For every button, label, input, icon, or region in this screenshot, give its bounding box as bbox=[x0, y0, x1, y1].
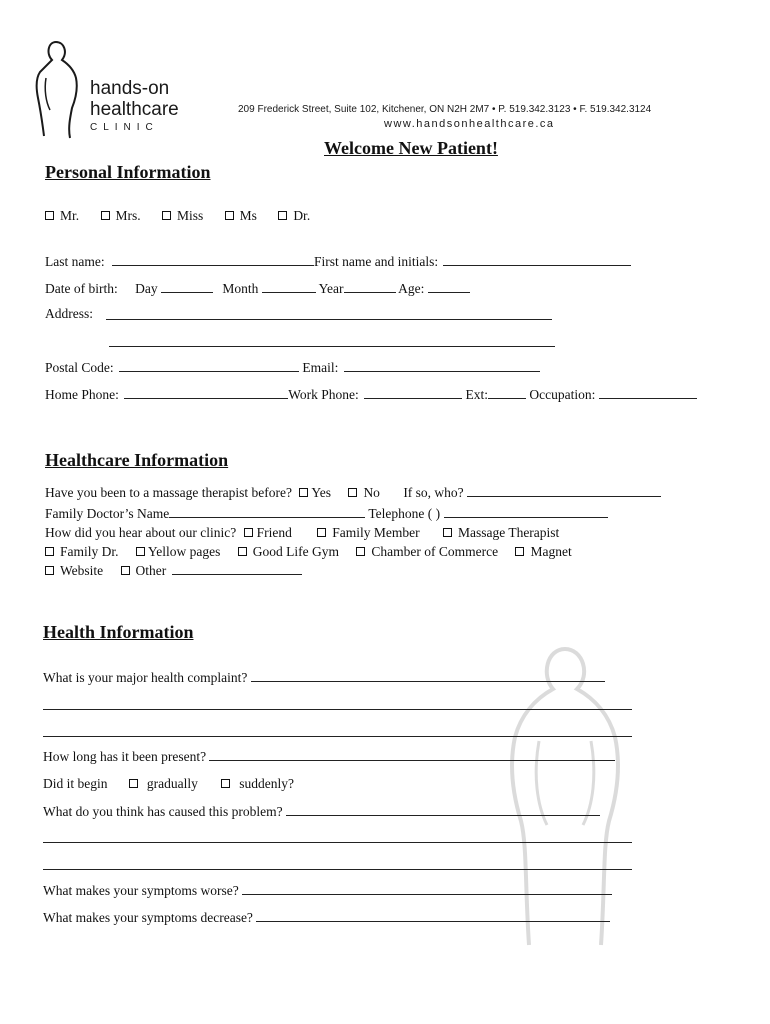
worse-row bbox=[43, 882, 612, 899]
option-gradually[interactable]: gradually bbox=[129, 776, 198, 791]
complaint-field[interactable] bbox=[251, 669, 605, 682]
if-so-who-field[interactable] bbox=[467, 484, 661, 497]
cause-field-line-3[interactable] bbox=[43, 869, 632, 870]
duration-field[interactable] bbox=[209, 748, 615, 761]
complaint-label: What is your major health complaint? bbox=[43, 670, 248, 685]
complaint-field-line-3[interactable] bbox=[43, 736, 632, 737]
checkbox-icon[interactable] bbox=[244, 528, 253, 537]
title-option-miss[interactable]: Miss bbox=[162, 208, 203, 223]
date-of-birth-label: Date of birth: bbox=[45, 281, 118, 296]
first-name-field[interactable] bbox=[443, 253, 631, 266]
telephone-field[interactable] bbox=[444, 505, 608, 518]
healthcare-information-heading: Healthcare Information bbox=[45, 450, 229, 470]
checkbox-icon[interactable] bbox=[136, 547, 145, 556]
title-option-mr[interactable]: Mr. bbox=[45, 208, 79, 223]
checkbox-icon[interactable] bbox=[45, 547, 54, 556]
page-title: Welcome New Patient! bbox=[324, 138, 498, 158]
duration-label: How long has it been present? bbox=[43, 749, 207, 764]
logo-text-hands-on: hands-on bbox=[90, 78, 170, 99]
source-magnet[interactable]: Magnet bbox=[515, 544, 571, 559]
postal-code-label: Postal Code: bbox=[45, 360, 114, 375]
clinic-website: www.handsonhealthcare.ca bbox=[384, 118, 555, 130]
checkbox-icon[interactable] bbox=[162, 211, 171, 220]
massage-question-row bbox=[45, 484, 661, 501]
option-suddenly[interactable]: suddenly? bbox=[221, 776, 294, 791]
decrease-row bbox=[43, 909, 610, 926]
title-checkbox-row bbox=[45, 208, 328, 224]
day-label: Day bbox=[135, 281, 158, 296]
checkbox-icon[interactable] bbox=[443, 528, 452, 537]
occupation-field[interactable] bbox=[599, 386, 697, 399]
source-good-life-gym[interactable]: Good Life Gym bbox=[238, 544, 339, 559]
checkbox-icon[interactable] bbox=[221, 779, 230, 788]
onset-label: Did it begin bbox=[43, 776, 108, 791]
checkbox-icon[interactable] bbox=[348, 488, 357, 497]
address-row bbox=[45, 306, 93, 322]
source-massage-therapist[interactable]: Massage Therapist bbox=[443, 525, 559, 540]
decrease-label: What makes your symptoms decrease? bbox=[43, 910, 253, 925]
family-doctor-label: Family Doctor’s Name bbox=[45, 506, 170, 521]
name-row bbox=[45, 253, 631, 270]
occupation-label: Occupation: bbox=[529, 387, 596, 402]
age-field[interactable] bbox=[428, 280, 470, 293]
day-field[interactable] bbox=[161, 280, 213, 293]
checkbox-icon[interactable] bbox=[356, 547, 365, 556]
checkbox-icon[interactable] bbox=[238, 547, 247, 556]
source-yellow-pages[interactable]: Yellow pages bbox=[136, 544, 221, 559]
date-of-birth-row bbox=[45, 280, 470, 297]
title-option-ms[interactable]: Ms bbox=[225, 208, 257, 223]
logo-text-clinic: CLINIC bbox=[90, 122, 159, 133]
checkbox-icon[interactable] bbox=[101, 211, 110, 220]
health-information-heading: Health Information bbox=[43, 622, 194, 642]
checkbox-icon[interactable] bbox=[225, 211, 234, 220]
address-label: Address: bbox=[45, 306, 93, 321]
onset-row bbox=[43, 776, 294, 792]
logo-text-healthcare: healthcare bbox=[90, 99, 179, 120]
checkbox-icon[interactable] bbox=[129, 779, 138, 788]
option-no[interactable]: No bbox=[348, 485, 380, 500]
phone-row bbox=[45, 386, 697, 403]
email-label: Email: bbox=[302, 360, 339, 375]
personal-information-heading: Personal Information bbox=[45, 162, 211, 182]
postal-email-row bbox=[45, 359, 540, 376]
source-chamber-of-commerce[interactable]: Chamber of Commerce bbox=[356, 544, 498, 559]
family-doctor-field[interactable] bbox=[169, 505, 365, 518]
checkbox-icon[interactable] bbox=[299, 488, 308, 497]
source-family-dr[interactable]: Family Dr. bbox=[45, 544, 119, 559]
year-field[interactable] bbox=[344, 280, 396, 293]
checkbox-icon[interactable] bbox=[278, 211, 287, 220]
month-label: Month bbox=[222, 281, 259, 296]
last-name-label: Last name: bbox=[45, 254, 105, 269]
work-phone-label: Work Phone: bbox=[288, 387, 359, 402]
month-field[interactable] bbox=[262, 280, 316, 293]
referral-sources-row-2 bbox=[45, 544, 572, 560]
last-name-field[interactable] bbox=[112, 253, 314, 266]
ext-field[interactable] bbox=[488, 386, 526, 399]
cause-label: What do you think has caused this problem? bbox=[43, 804, 283, 819]
home-phone-field[interactable] bbox=[124, 386, 288, 399]
source-friend[interactable]: Friend bbox=[244, 525, 292, 540]
checkbox-icon[interactable] bbox=[515, 547, 524, 556]
decrease-field[interactable] bbox=[256, 909, 610, 922]
worse-field[interactable] bbox=[242, 882, 612, 895]
telephone-label: Telephone ( ) bbox=[368, 506, 441, 521]
checkbox-icon[interactable] bbox=[121, 566, 130, 575]
home-phone-label: Home Phone: bbox=[45, 387, 119, 402]
source-family-member[interactable]: Family Member bbox=[317, 525, 419, 540]
option-yes[interactable]: Yes bbox=[299, 485, 331, 500]
other-source-field[interactable] bbox=[172, 562, 302, 575]
if-so-who-label: If so, who? bbox=[403, 485, 464, 500]
massage-question-label: Have you been to a massage therapist before? bbox=[45, 485, 293, 500]
ext-label: Ext: bbox=[465, 387, 489, 402]
title-option-dr[interactable]: Dr. bbox=[278, 208, 310, 223]
address-field-line-1[interactable] bbox=[106, 319, 552, 320]
clinic-logo-figure-icon bbox=[34, 38, 84, 140]
referral-question-label: How did you hear about our clinic? bbox=[45, 525, 237, 540]
cause-field-line-2[interactable] bbox=[43, 842, 632, 843]
family-doctor-row bbox=[45, 505, 608, 522]
first-name-label: First name and initials: bbox=[313, 254, 439, 269]
source-other[interactable]: Other bbox=[121, 563, 167, 578]
referral-question-row bbox=[45, 525, 559, 541]
title-option-mrs[interactable]: Mrs. bbox=[101, 208, 141, 223]
postal-code-field[interactable] bbox=[119, 359, 299, 372]
complaint-field-line-2[interactable] bbox=[43, 709, 632, 710]
year-label: Year bbox=[318, 281, 344, 296]
cause-row bbox=[43, 803, 600, 820]
email-field[interactable] bbox=[344, 359, 540, 372]
age-label: Age: bbox=[398, 281, 425, 296]
worse-label: What makes your symptoms worse? bbox=[43, 883, 239, 898]
work-phone-field[interactable] bbox=[364, 386, 462, 399]
complaint-row bbox=[43, 669, 605, 686]
cause-field[interactable] bbox=[286, 803, 600, 816]
duration-row bbox=[43, 748, 615, 765]
checkbox-icon[interactable] bbox=[45, 211, 54, 220]
referral-sources-row-3 bbox=[45, 562, 302, 579]
address-field-line-2[interactable] bbox=[109, 346, 555, 347]
clinic-address: 209 Frederick Street, Suite 102, Kitchener, ON N2H 2M7 • P. 519.342.3123 • F. 519.342.3124 bbox=[238, 104, 652, 115]
source-website[interactable]: Website bbox=[45, 563, 103, 578]
checkbox-icon[interactable] bbox=[45, 566, 54, 575]
checkbox-icon[interactable] bbox=[317, 528, 326, 537]
